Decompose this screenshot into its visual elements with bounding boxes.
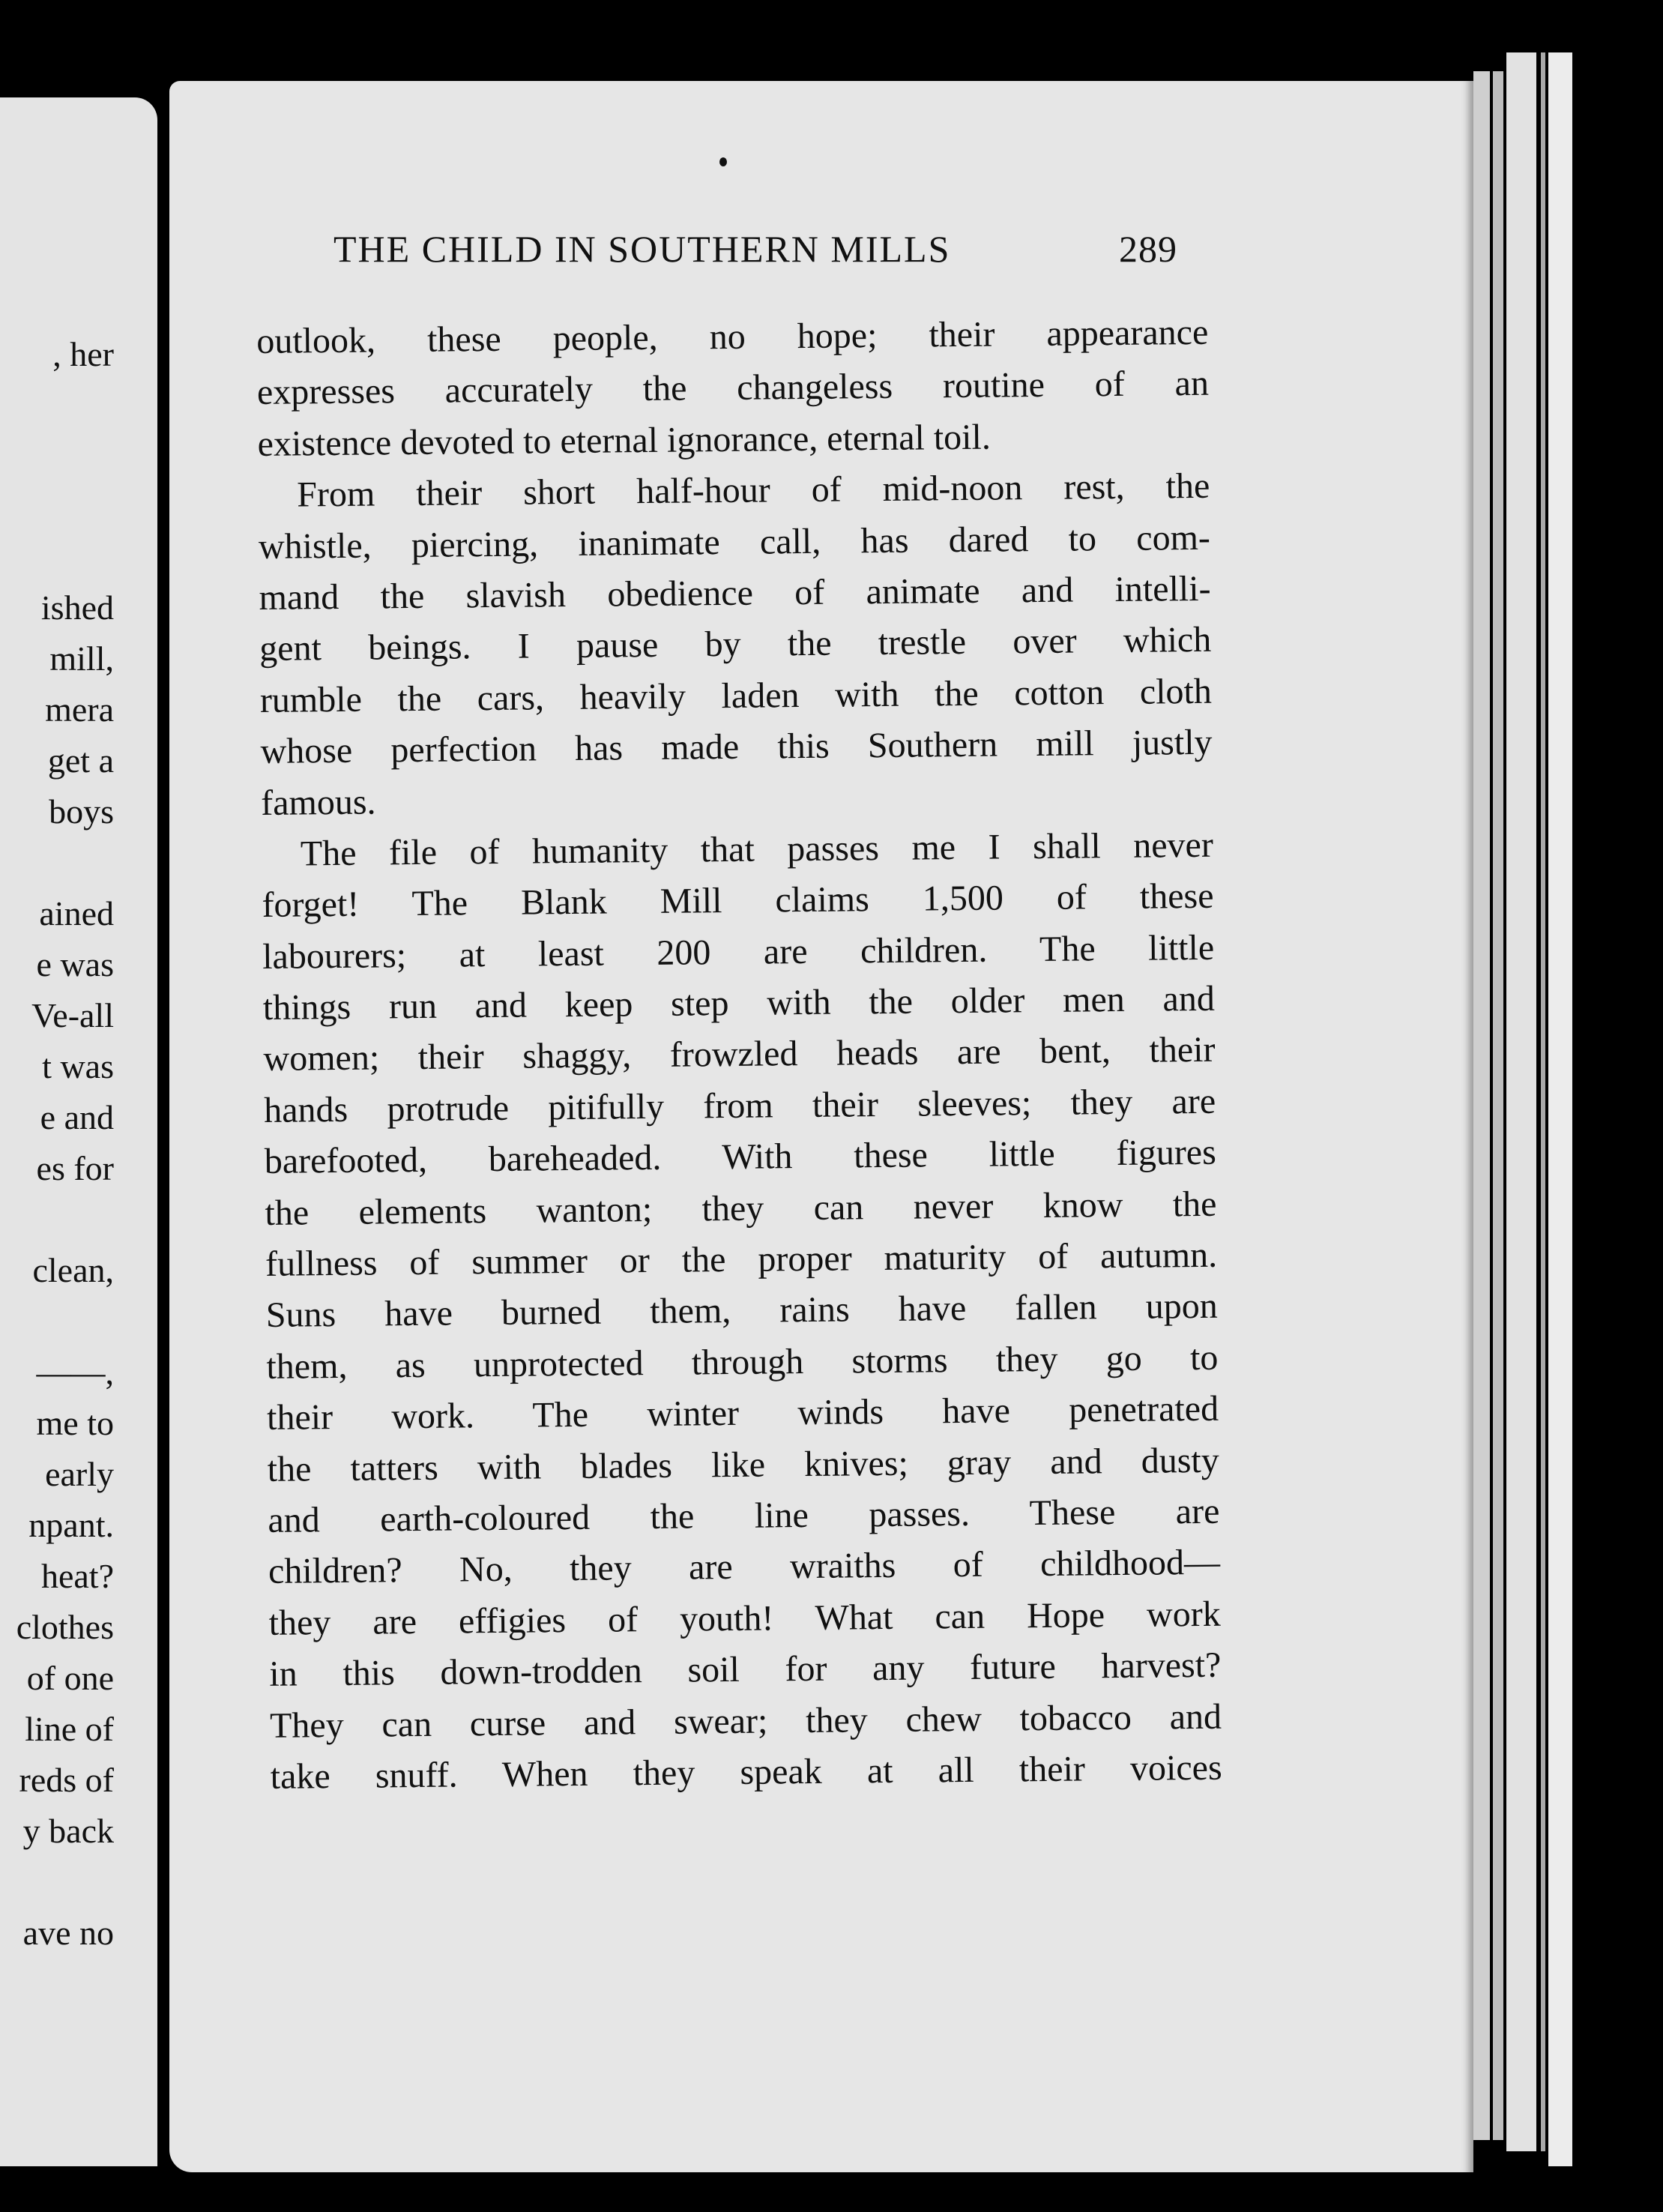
facing-page-line: ave no — [22, 1914, 114, 1952]
text-line: whistle, piercing, inanimate call, has dared to com- — [258, 517, 1211, 567]
facing-page-line: mill, — [49, 639, 114, 678]
facing-page-line: boys — [49, 792, 114, 831]
text-line: and earth-coloured the line passes. These are — [268, 1491, 1220, 1540]
text-line: expresses accurately the changeless routine of an — [256, 364, 1210, 413]
ink-speck — [719, 157, 727, 166]
text-line: barefooted, bareheaded. With these little figures — [264, 1133, 1217, 1182]
facing-page-line: of one — [26, 1659, 114, 1697]
text-line: From their short half-hour of mid-noon rest, the — [297, 465, 1210, 515]
text-line: famous. — [260, 782, 376, 823]
facing-page-line: , her — [52, 335, 114, 373]
facing-page-line: t was — [42, 1047, 114, 1085]
text-line: they are effigies of youth! What can Hope work — [268, 1594, 1221, 1643]
text-line: gent beings. I pause by the trestle over which — [259, 620, 1212, 669]
text-line: Suns have burned them, rains have fallen upon — [265, 1286, 1218, 1336]
text-line: the tatters with blades like knives; gray and dusty — [267, 1440, 1219, 1489]
facing-page-line: heat? — [40, 1557, 114, 1595]
text-line: women; their shaggy, frowzled heads are bent, their — [263, 1030, 1216, 1079]
body-text — [256, 307, 1222, 1803]
facing-page-line: me to — [36, 1404, 114, 1442]
text-line: forget! The Blank Mill claims 1,500 of these — [262, 876, 1214, 926]
facing-page-line: es for — [36, 1149, 114, 1187]
text-line: outlook, these people, no hope; their appearance — [256, 312, 1209, 361]
text-line: in this down-trodden soil for any future harvest? — [269, 1645, 1222, 1695]
page-edge — [1541, 52, 1545, 2151]
text-line: hands protrude pitifully from their sleeves; they are — [263, 1081, 1216, 1130]
facing-page-line: early — [45, 1455, 114, 1493]
running-title: THE CHILD IN SOUTHERN MILLS — [333, 228, 951, 270]
facing-page-line: npant. — [28, 1506, 114, 1544]
facing-page-line: reds of — [19, 1761, 114, 1799]
text-line: The file of humanity that passes me I shall never — [300, 825, 1214, 874]
text-line: rumble the cars, heavily laden with the cotton cloth — [259, 671, 1213, 720]
page-edge — [1506, 52, 1536, 2151]
text-line: whose perfection has made this Southern mill justly — [260, 722, 1213, 772]
facing-page-line: y back — [22, 1812, 114, 1850]
text-line: labourers; at least 200 are children. The little — [262, 927, 1215, 977]
facing-page-line: ished — [40, 588, 114, 627]
facing-page-fragment — [0, 97, 157, 2166]
text-line: the elements wanton; they can never know the — [265, 1184, 1217, 1233]
facing-page-line: e and — [40, 1098, 114, 1136]
facing-page-line: ——, — [36, 1353, 114, 1391]
text-line: They can curse and swear; they chew tobacco and — [269, 1696, 1222, 1746]
page-edge — [1548, 52, 1572, 2166]
text-line: children? No, they are wraiths of childhood— — [268, 1543, 1221, 1592]
text-line: fullness of summer or the proper maturity of autumn. — [265, 1235, 1218, 1284]
page-edge — [1493, 71, 1503, 2140]
text-line: mand the slavish obedience of animate and intelli- — [259, 568, 1211, 618]
facing-page-line: mera — [45, 690, 114, 729]
facing-page-line: clothes — [16, 1608, 114, 1646]
facing-page-line: ained — [39, 894, 114, 932]
text-line: them, as unprotected through storms they go to — [266, 1337, 1219, 1387]
facing-page-line: get a — [47, 741, 114, 780]
page-number: 289 — [1119, 228, 1177, 270]
facing-page-line: e was — [36, 945, 114, 983]
facing-page-line: clean, — [32, 1251, 114, 1289]
text-line: their work. The winter winds have penetrated — [266, 1388, 1219, 1438]
text-line: things run and keep step with the older men and — [262, 978, 1216, 1028]
facing-page-line: Ve-all — [31, 996, 114, 1034]
text-line: take snuff. When they speak at all their voices — [270, 1747, 1222, 1797]
facing-page-line: line of — [25, 1710, 114, 1748]
text-line: existence devoted to eternal ignorance, eternal toil. — [257, 417, 992, 464]
page-edge — [1473, 71, 1490, 2140]
